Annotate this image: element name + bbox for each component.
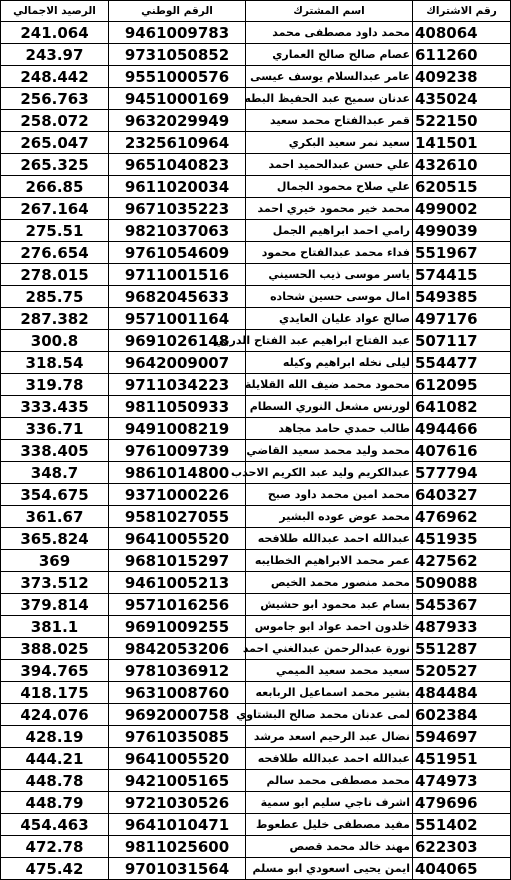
subscription-number-cell: 622303 bbox=[413, 836, 511, 858]
subscription-number-cell: 451951 bbox=[413, 748, 511, 770]
balance-cell: 300.8 bbox=[1, 330, 109, 352]
balance-cell: 472.78 bbox=[1, 836, 109, 858]
balance-cell: 348.7 bbox=[1, 462, 109, 484]
balance-cell: 418.175 bbox=[1, 682, 109, 704]
subscription-number-cell: 407616 bbox=[413, 440, 511, 462]
subscription-number-cell: 479696 bbox=[413, 792, 511, 814]
balance-cell: 248.442 bbox=[1, 66, 109, 88]
header-national-id: الرقم الوطني bbox=[109, 1, 246, 22]
national-id-cell: 2325610964 bbox=[109, 132, 246, 154]
national-id-cell: 9682045633 bbox=[109, 286, 246, 308]
table-row bbox=[1, 286, 511, 308]
subscription-number-cell: 435024 bbox=[413, 88, 511, 110]
table-row bbox=[1, 176, 511, 198]
balance-cell: 267.164 bbox=[1, 198, 109, 220]
subscriber-name-cell: مهند خالد محمد قصص bbox=[246, 836, 413, 858]
subscriber-name-cell: عصام صالح صالح العماري bbox=[246, 44, 413, 66]
national-id-cell: 9461009783 bbox=[109, 22, 246, 44]
table-row bbox=[1, 220, 511, 242]
balance-cell: 448.78 bbox=[1, 770, 109, 792]
national-id-cell: 9571016256 bbox=[109, 594, 246, 616]
subscription-number-cell: 474973 bbox=[413, 770, 511, 792]
subscription-number-cell: 577794 bbox=[413, 462, 511, 484]
subscriber-name-cell: لمى عدنان محمد صالح البشتاوي bbox=[246, 704, 413, 726]
subscriber-name-cell: ياسر موسى ذيب الحسيني bbox=[246, 264, 413, 286]
national-id-cell: 9571001164 bbox=[109, 308, 246, 330]
balance-cell: 319.78 bbox=[1, 374, 109, 396]
header-row bbox=[1, 1, 511, 22]
subscription-number-cell: 612095 bbox=[413, 374, 511, 396]
national-id-cell: 9581027055 bbox=[109, 506, 246, 528]
subscription-number-cell: 499039 bbox=[413, 220, 511, 242]
balance-cell: 285.75 bbox=[1, 286, 109, 308]
table-row bbox=[1, 484, 511, 506]
balance-cell: 265.047 bbox=[1, 132, 109, 154]
national-id-cell: 9671035223 bbox=[109, 198, 246, 220]
balance-cell: 444.21 bbox=[1, 748, 109, 770]
national-id-cell: 9761054609 bbox=[109, 242, 246, 264]
subscriber-name-cell: طالب حمدي حامد مجاهد bbox=[246, 418, 413, 440]
table-row bbox=[1, 330, 511, 352]
table-row bbox=[1, 396, 511, 418]
balance-cell: 361.67 bbox=[1, 506, 109, 528]
balance-cell: 278.015 bbox=[1, 264, 109, 286]
national-id-cell: 9691026148 bbox=[109, 330, 246, 352]
table-row bbox=[1, 110, 511, 132]
national-id-cell: 9641010471 bbox=[109, 814, 246, 836]
balance-cell: 333.435 bbox=[1, 396, 109, 418]
table-row bbox=[1, 726, 511, 748]
table-row bbox=[1, 374, 511, 396]
table-row bbox=[1, 418, 511, 440]
table-row bbox=[1, 770, 511, 792]
subscriber-name-cell: بشير محمد اسماعيل الربابعه bbox=[246, 682, 413, 704]
balance-cell: 428.19 bbox=[1, 726, 109, 748]
national-id-cell: 9842053206 bbox=[109, 638, 246, 660]
subscription-number-cell: 640327 bbox=[413, 484, 511, 506]
subscriber-name-cell: محمد خير محمود خيري احمد bbox=[246, 198, 413, 220]
national-id-cell: 9811025600 bbox=[109, 836, 246, 858]
table-row bbox=[1, 22, 511, 44]
header-balance: الرصيد الاجمالي bbox=[1, 1, 109, 22]
subscription-number-cell: 487933 bbox=[413, 616, 511, 638]
subscriber-name-cell: محمود محمد ضيف الله القلايلة bbox=[246, 374, 413, 396]
national-id-cell: 9641005520 bbox=[109, 528, 246, 550]
subscription-number-cell: 545367 bbox=[413, 594, 511, 616]
national-id-cell: 9491008219 bbox=[109, 418, 246, 440]
national-id-cell: 9611020034 bbox=[109, 176, 246, 198]
subscription-number-cell: 574415 bbox=[413, 264, 511, 286]
subscription-number-cell: 641082 bbox=[413, 396, 511, 418]
national-id-cell: 9371000226 bbox=[109, 484, 246, 506]
subscriber-name-cell: محمد امين محمد داود صبح bbox=[246, 484, 413, 506]
table-row bbox=[1, 814, 511, 836]
table-row bbox=[1, 682, 511, 704]
subscriber-name-cell: عبدالله احمد عبدالله طلافحه bbox=[246, 748, 413, 770]
subscription-number-cell: 551402 bbox=[413, 814, 511, 836]
subscription-number-cell: 507117 bbox=[413, 330, 511, 352]
national-id-cell: 9711034223 bbox=[109, 374, 246, 396]
subscriber-name-cell: سعيد نمر سعيد البكري bbox=[246, 132, 413, 154]
balance-cell: 275.51 bbox=[1, 220, 109, 242]
subscriber-name-cell: عامر عبدالسلام يوسف عيسى bbox=[246, 66, 413, 88]
subscription-number-cell: 427562 bbox=[413, 550, 511, 572]
table-row bbox=[1, 308, 511, 330]
subscriber-name-cell: بسام عبد محمود ابو حشيش bbox=[246, 594, 413, 616]
subscription-number-cell: 409238 bbox=[413, 66, 511, 88]
table-row bbox=[1, 440, 511, 462]
balance-cell: 424.076 bbox=[1, 704, 109, 726]
table-row bbox=[1, 594, 511, 616]
balance-cell: 379.814 bbox=[1, 594, 109, 616]
subscriber-name-cell: محمد داود مصطفى محمد bbox=[246, 22, 413, 44]
national-id-cell: 9681015297 bbox=[109, 550, 246, 572]
national-id-cell: 9761035085 bbox=[109, 726, 246, 748]
balance-cell: 369 bbox=[1, 550, 109, 572]
table-row bbox=[1, 638, 511, 660]
table-row bbox=[1, 528, 511, 550]
balance-cell: 394.765 bbox=[1, 660, 109, 682]
table-row bbox=[1, 792, 511, 814]
table-row bbox=[1, 704, 511, 726]
table-row bbox=[1, 154, 511, 176]
national-id-cell: 9731050852 bbox=[109, 44, 246, 66]
balance-cell: 241.064 bbox=[1, 22, 109, 44]
subscription-number-cell: 497176 bbox=[413, 308, 511, 330]
subscriber-name-cell: فداء محمد عبدالفتاح محمود bbox=[246, 242, 413, 264]
subscription-number-cell: 551287 bbox=[413, 638, 511, 660]
subscriber-name-cell: امال موسى حسين شحاده bbox=[246, 286, 413, 308]
subscription-number-cell: 620515 bbox=[413, 176, 511, 198]
subscription-number-cell: 549385 bbox=[413, 286, 511, 308]
subscriber-name-cell: مفيد مصطفى خليل عطعوط bbox=[246, 814, 413, 836]
subscription-number-cell: 522150 bbox=[413, 110, 511, 132]
subscription-number-cell: 432610 bbox=[413, 154, 511, 176]
subscriber-name-cell: سعيد محمد سعيد الميمي bbox=[246, 660, 413, 682]
subscriber-name-cell: ايمن يحيى اسعودي ابو مسلم bbox=[246, 858, 413, 880]
table-row bbox=[1, 264, 511, 286]
subscription-number-cell: 554477 bbox=[413, 352, 511, 374]
national-id-cell: 9721030526 bbox=[109, 792, 246, 814]
national-id-cell: 9651040823 bbox=[109, 154, 246, 176]
subscriber-name-cell: نورة عبدالرحمن عبدالغني احمد bbox=[246, 638, 413, 660]
subscriber-name-cell: عبدالله احمد عبدالله طلافحه bbox=[246, 528, 413, 550]
subscriber-name-cell: لورنس مشعل النوري السطام bbox=[246, 396, 413, 418]
subscriber-name-cell: عدنان سميح عبد الحفيظ البطه bbox=[246, 88, 413, 110]
table-row bbox=[1, 352, 511, 374]
subscriber-name-cell: رامي احمد ابراهيم الجمل bbox=[246, 220, 413, 242]
balance-cell: 258.072 bbox=[1, 110, 109, 132]
subscriber-name-cell: محمد وليد محمد سعيد القاضي bbox=[246, 440, 413, 462]
subscription-number-cell: 520527 bbox=[413, 660, 511, 682]
national-id-cell: 9631008760 bbox=[109, 682, 246, 704]
balance-cell: 475.42 bbox=[1, 858, 109, 880]
subscriber-name-cell: محمد مصطفى محمد سالم bbox=[246, 770, 413, 792]
subscriber-name-cell: صالح عواد عليان العايدي bbox=[246, 308, 413, 330]
national-id-cell: 9451000169 bbox=[109, 88, 246, 110]
table-row bbox=[1, 616, 511, 638]
table-row bbox=[1, 506, 511, 528]
subscriber-name-cell: علي حسن عبدالحميد احمد bbox=[246, 154, 413, 176]
national-id-cell: 9711001516 bbox=[109, 264, 246, 286]
balance-cell: 381.1 bbox=[1, 616, 109, 638]
balance-cell: 454.463 bbox=[1, 814, 109, 836]
subscription-number-cell: 594697 bbox=[413, 726, 511, 748]
subscription-number-cell: 611260 bbox=[413, 44, 511, 66]
balance-cell: 373.512 bbox=[1, 572, 109, 594]
national-id-cell: 9632029949 bbox=[109, 110, 246, 132]
subscription-number-cell: 499002 bbox=[413, 198, 511, 220]
national-id-cell: 9692000758 bbox=[109, 704, 246, 726]
subscription-number-cell: 602384 bbox=[413, 704, 511, 726]
national-id-cell: 9761009739 bbox=[109, 440, 246, 462]
subscriber-name-cell: علي صلاح محمود الجمال bbox=[246, 176, 413, 198]
subscription-number-cell: 451935 bbox=[413, 528, 511, 550]
table-row bbox=[1, 88, 511, 110]
subscriber-name-cell: عبد الفتاح ابراهيم عبد الفتاح الدربي bbox=[246, 330, 413, 352]
subscriber-name-cell: اشرف ناجي سليم ابو سمية bbox=[246, 792, 413, 814]
table-row bbox=[1, 44, 511, 66]
subscriber-name-cell: نضال عبد الرحيم اسعد مرشد bbox=[246, 726, 413, 748]
balance-cell: 338.405 bbox=[1, 440, 109, 462]
subscription-number-cell: 551967 bbox=[413, 242, 511, 264]
national-id-cell: 9421005165 bbox=[109, 770, 246, 792]
subscription-number-cell: 404065 bbox=[413, 858, 511, 880]
balance-cell: 243.97 bbox=[1, 44, 109, 66]
table-row bbox=[1, 242, 511, 264]
balance-cell: 266.85 bbox=[1, 176, 109, 198]
table-row bbox=[1, 132, 511, 154]
national-id-cell: 9641005520 bbox=[109, 748, 246, 770]
subscription-number-cell: 494466 bbox=[413, 418, 511, 440]
table-row bbox=[1, 858, 511, 880]
balance-cell: 287.382 bbox=[1, 308, 109, 330]
table-row bbox=[1, 198, 511, 220]
balance-cell: 354.675 bbox=[1, 484, 109, 506]
balance-cell: 318.54 bbox=[1, 352, 109, 374]
national-id-cell: 9461005213 bbox=[109, 572, 246, 594]
table-row bbox=[1, 66, 511, 88]
national-id-cell: 9811050933 bbox=[109, 396, 246, 418]
national-id-cell: 9781036912 bbox=[109, 660, 246, 682]
table-row bbox=[1, 572, 511, 594]
table-row bbox=[1, 660, 511, 682]
subscriber-name-cell: عمر محمد الابراهيم الخطايبه bbox=[246, 550, 413, 572]
table-row bbox=[1, 462, 511, 484]
header-subscriber-name: اسم المشترك bbox=[246, 1, 413, 22]
balance-cell: 336.71 bbox=[1, 418, 109, 440]
balance-cell: 265.325 bbox=[1, 154, 109, 176]
subscription-number-cell: 408064 bbox=[413, 22, 511, 44]
subscriber-name-cell: محمد عوض عوده البشير bbox=[246, 506, 413, 528]
national-id-cell: 9701031564 bbox=[109, 858, 246, 880]
balance-cell: 256.763 bbox=[1, 88, 109, 110]
subscriber-name-cell: عبدالكريم وليد عبد الكريم الاحدب bbox=[246, 462, 413, 484]
balance-cell: 365.824 bbox=[1, 528, 109, 550]
national-id-cell: 9551000576 bbox=[109, 66, 246, 88]
header-subscription-number: رقم الاشتراك bbox=[413, 1, 511, 22]
national-id-cell: 9691009255 bbox=[109, 616, 246, 638]
balance-cell: 448.79 bbox=[1, 792, 109, 814]
table-row bbox=[1, 550, 511, 572]
subscriber-name-cell: محمد منصور محمد الخيص bbox=[246, 572, 413, 594]
table-row bbox=[1, 836, 511, 858]
national-id-cell: 9861014800 bbox=[109, 462, 246, 484]
balance-cell: 388.025 bbox=[1, 638, 109, 660]
subscription-number-cell: 484484 bbox=[413, 682, 511, 704]
table-row bbox=[1, 748, 511, 770]
national-id-cell: 9821037063 bbox=[109, 220, 246, 242]
subscriber-name-cell: قمر عبدالفتاح محمد سعيد bbox=[246, 110, 413, 132]
subscription-number-cell: 509088 bbox=[413, 572, 511, 594]
subscription-number-cell: 476962 bbox=[413, 506, 511, 528]
subscriber-name-cell: ليلى نخله ابراهيم وكيله bbox=[246, 352, 413, 374]
balance-cell: 276.654 bbox=[1, 242, 109, 264]
subscriber-name-cell: خلدون احمد عواد ابو جاموس bbox=[246, 616, 413, 638]
subscription-number-cell: 141501 bbox=[413, 132, 511, 154]
national-id-cell: 9642009007 bbox=[109, 352, 246, 374]
